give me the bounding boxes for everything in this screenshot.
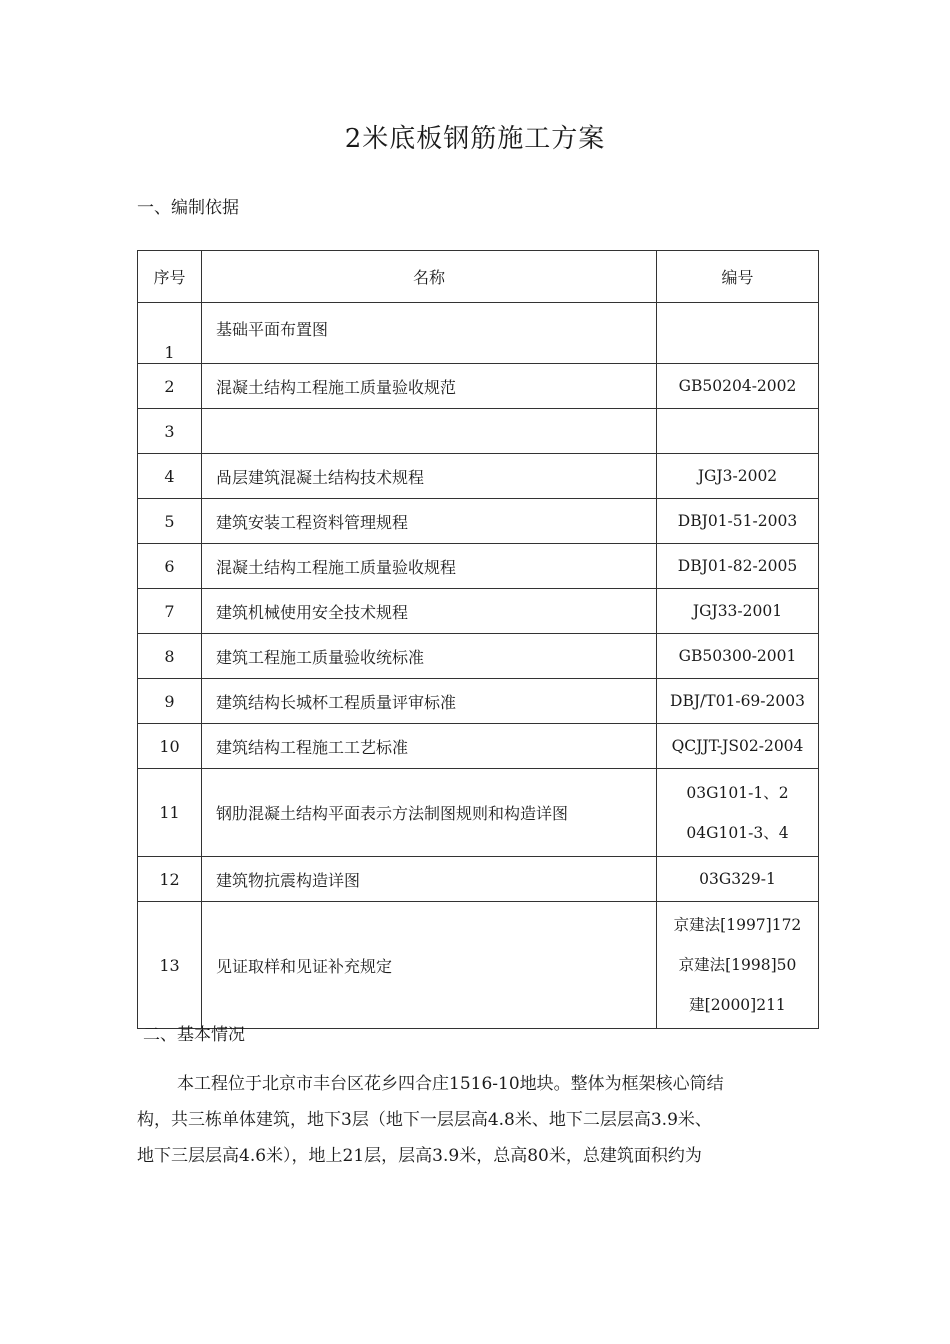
table-row <box>138 544 819 589</box>
row-name: 建筑机械使用安全技术规程 <box>202 589 657 634</box>
code-line: GB50300-2001 <box>678 647 797 665</box>
section-heading-overview: 二、基本情况 <box>143 1025 245 1045</box>
row-number: 2 <box>138 364 202 409</box>
table-row <box>138 364 819 409</box>
row-number: 10 <box>138 724 202 769</box>
header-code: 编号 <box>657 251 819 303</box>
code-line: 京建法[1997]172 <box>673 916 802 934</box>
table-header-row <box>138 251 819 303</box>
code-line: 京建法[1998]50 <box>678 956 797 974</box>
reference-table <box>137 250 819 1029</box>
code-line: DBJ/T01-69-2003 <box>670 692 805 710</box>
row-number: 12 <box>138 857 202 902</box>
paragraph-line: 地下三层层高4.6米），地上21层，层高3.9米，总高80米，总建筑面积约为 <box>137 1146 702 1166</box>
row-number: 3 <box>138 409 202 454</box>
row-code <box>657 454 819 499</box>
row-number: 13 <box>138 902 202 1029</box>
paragraph-line: 本工程位于北京市丰台区花乡四合庄1516-10地块。整体为框架核心筒结 <box>177 1074 724 1094</box>
row-code <box>657 364 819 409</box>
row-number: 1 <box>138 303 202 364</box>
section-heading-basis: 一、编制依据 <box>137 198 239 218</box>
row-code <box>657 769 819 857</box>
row-code <box>657 303 819 364</box>
row-code <box>657 857 819 902</box>
header-name: 名称 <box>202 251 657 303</box>
table-row <box>138 679 819 724</box>
row-number: 4 <box>138 454 202 499</box>
row-name: 混凝土结构工程施工质量验收规程 <box>202 544 657 589</box>
row-name: 见证取样和见证补充规定 <box>202 902 657 1029</box>
row-code <box>657 724 819 769</box>
code-line: JGJ33-2001 <box>692 602 783 620</box>
table-row <box>138 409 819 454</box>
row-code <box>657 902 819 1029</box>
table-row <box>138 902 819 1029</box>
table-row <box>138 634 819 679</box>
row-number: 8 <box>138 634 202 679</box>
table-row <box>138 857 819 902</box>
code-line: 03G101-1、2 <box>686 783 789 802</box>
code-line: 03G329-1 <box>699 870 776 888</box>
row-name: 基础平面布置图 <box>202 303 657 364</box>
row-number: 11 <box>138 769 202 857</box>
table-row <box>138 499 819 544</box>
row-number: 5 <box>138 499 202 544</box>
row-code <box>657 679 819 724</box>
row-name: 咼层建筑混凝土结构技术规程 <box>202 454 657 499</box>
code-line: 建[2000]211 <box>689 996 786 1014</box>
row-name: 钢肋混凝土结构平面表示方法制图规则和构造详图 <box>202 769 657 857</box>
row-name: 混凝土结构工程施工质量验收规范 <box>202 364 657 409</box>
row-name: 建筑工程施工质量验收统标准 <box>202 634 657 679</box>
row-code <box>657 634 819 679</box>
code-line: QCJJT-JS02-2004 <box>671 737 804 755</box>
table-row <box>138 769 819 857</box>
row-code <box>657 589 819 634</box>
code-line: DBJ01-51-2003 <box>677 512 798 530</box>
table-row <box>138 303 819 364</box>
code-line: 04G101-3、4 <box>686 823 789 842</box>
row-name: 建筑结构长城杯工程质量评审标准 <box>202 679 657 724</box>
paragraph-line: 构，共三栋单体建筑，地下3层（地下一层层高4.8米、地下二层层高3.9米、 <box>137 1110 712 1130</box>
page-title: 2米底板钢筋施工方案 <box>344 124 606 154</box>
table-row <box>138 589 819 634</box>
table-row <box>138 724 819 769</box>
row-number: 7 <box>138 589 202 634</box>
code-line: GB50204-2002 <box>678 377 797 395</box>
row-number: 6 <box>138 544 202 589</box>
row-code <box>657 544 819 589</box>
row-code <box>657 499 819 544</box>
row-name: 建筑物抗震构造详图 <box>202 857 657 902</box>
row-name: 建筑安装工程资料管理规程 <box>202 499 657 544</box>
overview-paragraph <box>137 1066 817 1174</box>
header-no: 序号 <box>138 251 202 303</box>
code-line: DBJ01-82-2005 <box>677 557 798 575</box>
table-row <box>138 454 819 499</box>
row-number: 9 <box>138 679 202 724</box>
row-code <box>657 409 819 454</box>
row-name: 建筑结构工程施工工艺标准 <box>202 724 657 769</box>
code-line: JGJ3-2002 <box>697 467 778 485</box>
row-name <box>202 409 657 454</box>
